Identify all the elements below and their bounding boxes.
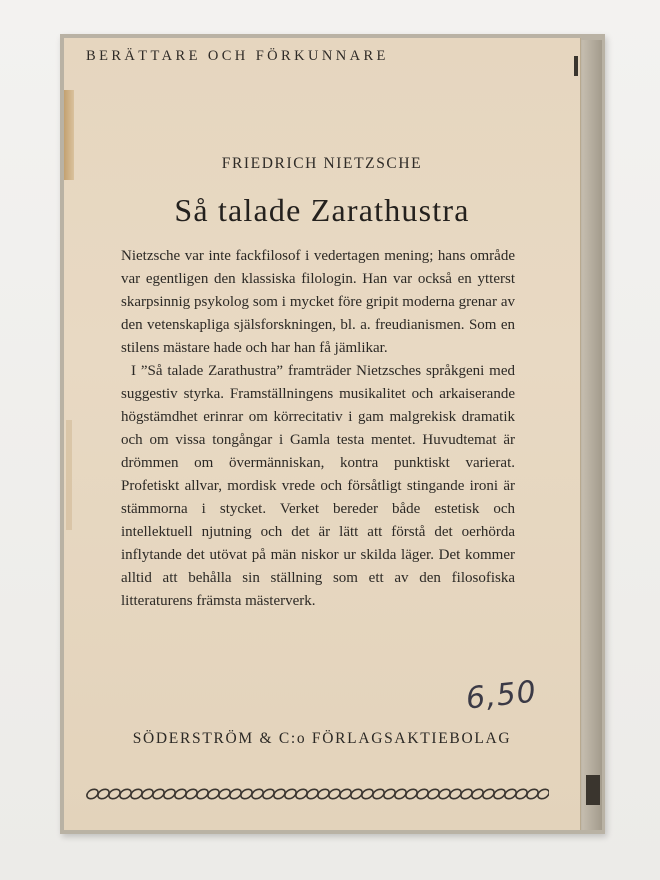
- author-name: FRIEDRICH NIETZSCHE: [221, 155, 423, 172]
- publisher-name: SÖDERSTRÖM & C:o FÖRLAGSAKTIEBOLAG: [132, 730, 512, 747]
- handwritten-price: 6,50: [464, 674, 539, 717]
- rope-pattern: [85, 787, 549, 800]
- blurb-line: malgrekisk dramatik och om vissa tongångar i Gamla testa: [121, 409, 516, 448]
- blurb-line: I ”Så talade Zarathustra” framträder Nietzsches språkgeni: [131, 363, 490, 379]
- blurb-line: mästerverk.: [245, 593, 316, 609]
- blurb-line: lätt att förstå det oerhörda inflytande det utövat på män: [121, 524, 515, 563]
- blurb-line: ställning som ett av den filosofiska litteraturens främsta: [121, 570, 515, 609]
- blurb-line: bereder både estetisk och intellektuell njutning och det är: [121, 501, 515, 540]
- rope-link: [536, 787, 549, 800]
- series-title: BERÄTTARE OCH FÖRKUNNARE: [86, 48, 389, 64]
- blurb-line: bl. a. freudianismen. Som en stilens mästare hade och har: [121, 317, 516, 356]
- blurb-line: arkaiserande högstämdhet erinrar om körrecitativ i gam: [121, 386, 515, 425]
- spine-label-mark: [586, 775, 600, 805]
- blurb-line: försåtligt stingande ironi är stämmorna i stycket. Verket: [121, 478, 515, 517]
- blurb-text: [121, 245, 515, 613]
- book-title: Så talade Zarathustra: [174, 192, 470, 228]
- blurb-line: han få jämlikar.: [293, 340, 388, 356]
- blurb-paragraph-2: [121, 360, 515, 613]
- blurb-line: mentet. Huvudtemat är drömmen om övermänniskan, kontra: [121, 432, 515, 471]
- blurb-line: niskor ur skilda läger. Det kommer alltid att behålla sin: [121, 547, 515, 586]
- blurb-line: område var egentligen den klassiska filologin. Han var: [121, 248, 515, 287]
- blurb-line: gripit moderna grenar av den vetenskapliga själsforskningen,: [121, 294, 515, 333]
- worn-edge-lower: [66, 420, 72, 530]
- rope-ornament-border: [85, 786, 549, 802]
- blurb-line: med suggestiv styrka. Framställningens musikalitet och: [121, 363, 515, 402]
- blurb-line: också en ytterst skarpsinnig psykolog som i mycket före: [121, 271, 515, 310]
- blurb-line: Nietzsche var inte fackfilosof i vedertagen mening; hans: [121, 248, 471, 264]
- blurb-line: punktiskt varierat. Profetiskt allvar, mordisk vrede och: [121, 455, 516, 494]
- blurb-paragraph-1: [121, 245, 515, 360]
